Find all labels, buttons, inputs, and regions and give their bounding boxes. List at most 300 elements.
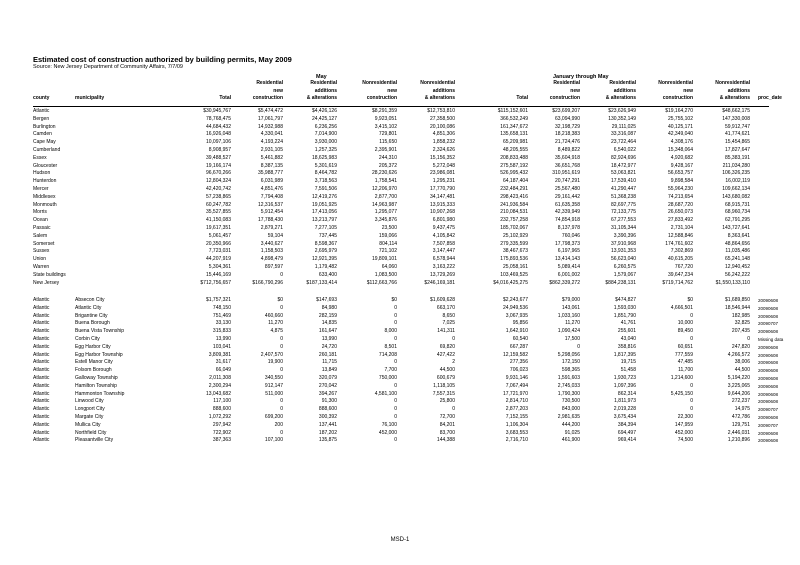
cell-res-new-may: 0: [280, 398, 283, 405]
cell-res-alt-may: 187,202: [318, 429, 337, 436]
table-row: [33, 313, 769, 321]
cell-municipality: [75, 108, 175, 116]
cell-res-alt-ytd: 3,675,434: [613, 413, 636, 420]
col-header-line: [758, 80, 798, 88]
cell-total-ytd: 232,484,291: [500, 185, 528, 192]
cell-municipality: [75, 241, 175, 249]
table-row: [33, 241, 769, 249]
cell-nonres-new-ytd: 0: [690, 398, 693, 405]
cell-res-alt-ytd: 6,260,575: [613, 263, 636, 270]
cell-county: Cape May: [33, 139, 56, 146]
cell-res-alt-may: 17,413,056: [311, 209, 337, 216]
cell-res-alt-ytd: 29,111,025: [611, 123, 636, 130]
cell-total-ytd: 12,159,582: [502, 351, 528, 358]
col-header-nonres-alt-may: [397, 80, 455, 103]
col-header-res-new-ytd: [528, 80, 580, 103]
col-header-line: & alterations: [605, 95, 636, 101]
col-header-nonres-new-may: [337, 80, 397, 103]
cell-res-new-may: 5,912,454: [260, 209, 283, 216]
cell-res-new-may: 17,788,430: [257, 217, 283, 224]
cell-res-alt-ytd: 130,352,149: [608, 115, 636, 122]
cell-total-ytd: 279,335,599: [500, 240, 528, 247]
cell-res-alt-ytd: 1,097,396: [613, 382, 636, 389]
cell-total-ytd: 24,949,536: [502, 304, 528, 311]
cell-res-new-may: 7,794,408: [260, 193, 283, 200]
cell-nonres-alt-may: $246,169,181: [424, 279, 455, 286]
cell-res-new-may: 0: [280, 429, 283, 436]
cell-proc-date: 20090608: [758, 368, 779, 374]
cell-total-ytd: 64,187,404: [502, 178, 528, 185]
cell-res-new-may: 4,330,041: [260, 131, 283, 138]
cell-county: Atlantic: [33, 398, 50, 405]
cell-res-alt-ytd: 18,472,977: [610, 162, 636, 169]
cell-nonres-new-may: $112,663,766: [366, 279, 397, 286]
cell-res-alt-may: 1,179,482: [314, 263, 337, 270]
cell-county: Middlesex: [33, 193, 56, 200]
cell-res-new-ytd: 1,790,300: [557, 390, 580, 397]
cell-res-new-may: 35,988,777: [257, 170, 283, 177]
cell-nonres-new-may: 8,501: [384, 343, 397, 350]
cell-county: Atlantic: [33, 343, 50, 350]
cell-nonres-alt-may: $12,753,810: [427, 108, 455, 114]
cell-total-ytd: 277,356: [509, 359, 528, 366]
table-row: [33, 178, 769, 186]
cell-total-ytd: 706,023: [509, 367, 528, 374]
cell-nonres-new-may: 0: [394, 437, 397, 444]
cell-total-may: 19,617,351: [205, 224, 231, 231]
table-row: [33, 398, 769, 406]
cell-res-new-may: 340,550: [264, 374, 283, 381]
cell-county: Cumberland: [33, 146, 61, 153]
cell-municipality: [75, 147, 175, 155]
cell-nonres-alt-may: 6,578,944: [432, 256, 455, 263]
cell-municipality: [75, 163, 175, 171]
cell-nonres-alt-may: 2: [452, 359, 455, 366]
cell-res-new-may: 4,193,224: [260, 139, 283, 146]
cell-municipality: [75, 124, 175, 132]
cell-res-alt-ytd: 1,579,067: [613, 271, 636, 278]
cell-proc-date: 20090608: [758, 391, 779, 397]
cell-municipality: Folsom Borough: [75, 367, 112, 374]
cell-nonres-new-ytd: 60,651: [677, 343, 693, 350]
cell-res-alt-may: 84,980: [321, 304, 337, 311]
table-row: [33, 344, 769, 352]
cell-res-alt-ytd: 1,811,973: [614, 398, 636, 405]
cell-res-new-may: 2,407,570: [260, 351, 283, 358]
cell-total-ytd: 38,467,673: [502, 248, 528, 255]
col-header-line: additions: [314, 87, 337, 94]
cell-res-new-may: 0: [280, 406, 283, 413]
cell-nonres-new-ytd: 5,425,150: [670, 390, 693, 397]
cell-proc-date: 20090608: [758, 329, 779, 335]
cell-nonres-new-may: 3,415,102: [374, 123, 397, 130]
cell-nonres-new-may: 750,000: [378, 374, 397, 381]
cell-county: State buildings: [33, 271, 66, 278]
cell-nonres-alt-may: 69,820: [439, 343, 455, 350]
cell-nonres-new-may: 721,102: [378, 248, 397, 255]
cell-total-ytd: 25,102,929: [502, 232, 528, 239]
cell-proc-date: [750, 233, 769, 241]
cell-total-may: 103,041: [212, 343, 231, 350]
cell-res-alt-ytd: 1,930,723: [613, 374, 636, 381]
cell-total-ytd: 526,995,432: [500, 170, 528, 177]
cell-proc-date: [750, 170, 769, 178]
cell-nonres-alt-may: 2,324,626: [432, 146, 455, 153]
cell-nonres-new-ytd: $719,714,762: [662, 279, 693, 286]
cell-county: Gloucester: [33, 162, 58, 169]
cell-res-new-may: 200: [274, 421, 283, 428]
cell-nonres-alt-ytd: 143,727,641: [722, 224, 750, 231]
cell-nonres-alt-ytd: 48,864,656: [724, 240, 750, 247]
cell-proc-date: [750, 131, 769, 139]
cell-res-alt-may: $187,133,414: [306, 279, 337, 286]
cell-nonres-alt-may: 4,851,306: [432, 131, 455, 138]
cell-res-new-may: 5,461,882: [260, 154, 283, 161]
cell-nonres-new-ytd: 56,653,757: [667, 170, 693, 177]
cell-nonres-new-may: 0: [394, 359, 397, 366]
cell-res-alt-ytd: 358,816: [617, 343, 636, 350]
cell-total-ytd: 7,152,155: [505, 413, 528, 420]
cell-nonres-new-ytd: 42,349,040: [667, 131, 693, 138]
cell-res-alt-ytd: 6,540,022: [613, 146, 636, 153]
cell-total-ytd: 241,936,584: [500, 201, 528, 208]
cell-total-may: 315,833: [212, 328, 231, 335]
cell-res-alt-ytd: 694,497: [617, 429, 636, 436]
cell-nonres-new-ytd: 15,348,064: [667, 146, 693, 153]
cell-total-may: 96,670,266: [205, 170, 231, 177]
cell-nonres-new-ytd: 0: [690, 406, 693, 413]
cell-county: Ocean: [33, 217, 48, 224]
cell-total-may: 2,011,308: [209, 374, 231, 381]
cell-county: Atlantic: [33, 367, 50, 374]
cell-res-new-ytd: 461,900: [561, 437, 580, 444]
cell-nonres-new-may: 19,809,101: [371, 256, 397, 263]
cell-res-alt-may: 19,051,925: [311, 201, 337, 208]
cell-res-new-ytd: 598,365: [561, 367, 580, 374]
col-header-line: [455, 88, 528, 96]
cell-res-alt-ytd: 1,851,790: [613, 312, 636, 319]
cell-nonres-alt-may: 7,507,858: [432, 240, 455, 247]
cell-proc-date: [750, 241, 769, 249]
cell-nonres-new-ytd: 40,125,171: [667, 123, 693, 130]
cell-res-alt-may: 270,042: [318, 382, 337, 389]
cell-nonres-alt-may: 72,700: [439, 413, 455, 420]
cell-nonres-new-may: 244,310: [378, 154, 397, 161]
cell-nonres-alt-ytd: 32,825: [734, 320, 750, 327]
cell-res-new-may: 0: [280, 304, 283, 311]
cell-total-may: 19,166,174: [205, 162, 231, 169]
table-row: [33, 280, 769, 288]
cell-municipality: Pleasantville City: [75, 437, 114, 444]
cell-res-new-ytd: 36,651,768: [554, 162, 580, 169]
cell-res-alt-may: 1,257,325: [314, 146, 337, 153]
table-row: [33, 430, 769, 438]
cell-nonres-alt-ytd: 18,546,944: [724, 304, 750, 311]
cell-proc-date: 20090608: [758, 399, 779, 405]
col-header-line: Nonresidential: [420, 80, 455, 86]
cell-nonres-new-ytd: 0: [690, 335, 693, 342]
cell-res-new-may: 2,879,271: [260, 224, 283, 231]
col-header-line: construction: [549, 95, 580, 101]
page-footer: MSD-1: [390, 537, 410, 543]
cell-nonres-alt-may: 34,147,481: [429, 193, 455, 200]
cell-res-new-may: 19,900: [267, 359, 283, 366]
cell-nonres-new-may: 0: [394, 304, 397, 311]
cell-res-new-may: 0: [280, 367, 283, 374]
col-header-line: & alterations: [424, 95, 455, 101]
cell-nonres-alt-may: 13,915,333: [429, 201, 455, 208]
cell-res-alt-ytd: 53,063,821: [610, 170, 636, 177]
cell-proc-date: [750, 209, 769, 217]
cell-proc-date: [750, 163, 769, 171]
cell-proc-date: 20090608: [758, 344, 779, 350]
cell-proc-date: [750, 147, 769, 155]
cell-total-may: 12,804,324: [205, 178, 231, 185]
cell-proc-date: 20090608: [758, 352, 779, 358]
cell-res-alt-ytd: 56,623,040: [610, 256, 636, 263]
cell-res-alt-may: 13,990: [321, 335, 337, 342]
cell-nonres-alt-ytd: 211,034,280: [722, 162, 750, 169]
col-header-proc-date: [758, 80, 798, 103]
table-row: [33, 209, 769, 217]
cell-municipality: Hamilton Township: [75, 382, 117, 389]
cell-total-may: 60,247,782: [205, 201, 231, 208]
cell-res-alt-may: 394,267: [318, 390, 337, 397]
cell-total-may: 10,097,106: [205, 139, 231, 146]
cell-nonres-alt-may: 9,437,475: [432, 224, 455, 231]
cell-res-alt-ytd: 51,368,238: [610, 193, 636, 200]
cell-res-alt-may: 161,647: [318, 328, 337, 335]
cell-nonres-alt-may: 17,770,790: [429, 185, 455, 192]
cell-proc-date: 20090707: [758, 407, 779, 413]
col-header-line: Total: [516, 95, 528, 101]
cell-nonres-new-may: 115,650: [379, 139, 397, 146]
cell-total-ytd: 1,642,910: [505, 328, 528, 335]
cell-municipality: Galloway Township: [75, 374, 118, 381]
cell-total-may: 8,908,957: [208, 146, 231, 153]
cell-nonres-new-ytd: 26,650,073: [667, 209, 693, 216]
cell-county: Union: [33, 256, 47, 263]
table-row: [33, 186, 769, 194]
cell-nonres-alt-ytd: $1,550,133,110: [715, 279, 750, 286]
cell-res-new-ytd: 17,798,373: [554, 240, 580, 247]
cell-res-new-ytd: 74,854,918: [554, 217, 580, 224]
cell-total-may: 20,350,966: [205, 240, 231, 247]
cell-proc-date: [750, 264, 769, 272]
col-header-res-new-may: [231, 80, 283, 103]
cell-nonres-new-ytd: 777,559: [674, 351, 693, 358]
table-row: [33, 320, 769, 328]
cell-municipality: Longport City: [75, 406, 105, 413]
cell-nonres-alt-ytd: 15,454,865: [724, 139, 750, 146]
cell-total-may: 751,469: [212, 312, 231, 319]
table-row: [33, 124, 769, 132]
cell-nonres-new-ytd: 27,833,492: [667, 217, 693, 224]
cell-total-ytd: $4,016,425,275: [493, 279, 528, 286]
cell-proc-date: [750, 202, 769, 210]
cell-nonres-alt-may: 13,729,269: [429, 271, 455, 278]
cell-res-alt-may: 13,849: [321, 367, 337, 374]
cell-total-ytd: 1,106,304: [505, 421, 528, 428]
cell-total-ytd: 210,084,531: [500, 209, 528, 216]
cell-county: Atlantic: [33, 413, 50, 420]
cell-res-new-ytd: 760,046: [561, 232, 580, 239]
cell-proc-date: [750, 116, 769, 124]
cell-nonres-new-may: 729,801: [378, 131, 397, 138]
col-header-line: [175, 80, 231, 88]
cell-total-ytd: 65,209,981: [502, 139, 528, 146]
cell-res-alt-may: 18,625,983: [311, 154, 337, 161]
col-header-line: additions: [432, 87, 455, 94]
report-source: Source: New Jersey Department of Community Affairs, 7/7/09: [33, 64, 183, 70]
cell-res-alt-ytd: $23,626,949: [608, 108, 636, 114]
cell-nonres-new-ytd: 74,213,654: [667, 193, 693, 200]
cell-nonres-alt-ytd: 143,680,082: [722, 193, 750, 200]
cell-total-may: 3,809,381: [208, 351, 231, 358]
cell-res-alt-may: 3,930,000: [314, 139, 337, 146]
cell-res-alt-ytd: 23,722,464: [610, 139, 636, 146]
cell-nonres-alt-ytd: 14,975: [734, 406, 750, 413]
table-row: [33, 116, 769, 124]
cell-proc-date: [750, 256, 769, 264]
cell-total-may: 39,488,527: [205, 154, 231, 161]
cell-nonres-new-may: 452,000: [378, 429, 397, 436]
col-header-line: Total: [219, 95, 231, 101]
col-header-line: additions: [613, 87, 636, 94]
cell-res-alt-may: 137,441: [318, 421, 337, 428]
cell-total-ytd: 3,067,935: [505, 312, 528, 319]
cell-municipality: Buena Borough: [75, 320, 110, 327]
cell-municipality: [75, 155, 175, 163]
cell-nonres-new-may: 1,758,541: [374, 178, 397, 185]
table-row: [33, 163, 769, 171]
cell-municipality: [75, 280, 175, 288]
cell-res-new-may: 0: [280, 271, 283, 278]
cell-county: Atlantic: [33, 320, 50, 327]
col-header-line: construction: [662, 95, 693, 101]
col-header-line: new: [273, 87, 283, 94]
cell-municipality: Egg Harbor City: [75, 343, 111, 350]
table-row: [33, 272, 769, 280]
cell-res-new-ytd: 21,724,476: [554, 139, 580, 146]
cell-res-new-ytd: 8,489,822: [557, 146, 580, 153]
cell-nonres-alt-may: 4,105,842: [432, 232, 455, 239]
cell-nonres-new-ytd: 47,485: [677, 359, 693, 366]
cell-nonres-new-ytd: 4,666,501: [670, 304, 693, 311]
cell-nonres-new-ytd: 7,302,869: [670, 248, 693, 255]
group-header-may: May: [316, 74, 327, 80]
cell-nonres-alt-may: 44,500: [439, 367, 455, 374]
cell-res-new-ytd: 32,198,729: [554, 123, 580, 130]
cell-nonres-new-ytd: 10,000: [677, 320, 693, 327]
cell-res-alt-may: 7,591,506: [314, 185, 337, 192]
cell-nonres-alt-may: 3,147,447: [432, 248, 455, 255]
cell-municipality: Corbin City: [75, 335, 100, 342]
col-header-res-alt-may: [283, 80, 337, 103]
cell-county: Bergen: [33, 115, 50, 122]
cell-municipality: [75, 202, 175, 210]
cell-nonres-alt-may: $1,609,628: [429, 297, 455, 303]
cell-nonres-new-ytd: 55,964,230: [667, 185, 693, 192]
cell-nonres-alt-ytd: 1,210,896: [727, 437, 750, 444]
cell-res-new-ytd: 29,161,442: [554, 193, 580, 200]
cell-county: Atlantic: [33, 297, 50, 303]
cell-nonres-alt-ytd: 5,194,220: [727, 374, 750, 381]
cell-res-alt-ytd: 1,817,395: [613, 351, 636, 358]
cell-res-alt-ytd: 969,414: [617, 437, 636, 444]
cell-res-alt-may: 12,419,276: [311, 193, 337, 200]
cell-total-may: 748,150: [212, 304, 231, 311]
cell-proc-date: 20090608: [758, 360, 779, 366]
cell-county: Atlantic: [33, 382, 50, 389]
col-header-municipality: [75, 80, 175, 103]
cell-nonres-alt-may: 1,295,231: [432, 178, 455, 185]
col-header-county: [33, 80, 75, 103]
cell-res-new-may: 4,851,476: [260, 185, 283, 192]
cell-nonres-new-may: 76,100: [381, 421, 397, 428]
cell-res-alt-may: 7,277,105: [314, 224, 337, 231]
cell-nonres-new-ytd: 174,761,602: [665, 240, 693, 247]
cell-res-alt-may: 12,921,395: [311, 256, 337, 263]
cell-nonres-alt-may: 7,557,315: [432, 390, 455, 397]
table-row: [33, 264, 769, 272]
cell-municipality: [75, 209, 175, 217]
cell-county: New Jersey: [33, 279, 60, 286]
cell-total-may: 117,100: [213, 398, 231, 405]
cell-res-alt-ytd: 19,715: [620, 359, 636, 366]
cell-res-alt-ytd: 33,316,087: [610, 131, 636, 138]
table-row: [33, 383, 769, 391]
cell-res-new-may: 1,158,503: [260, 248, 283, 255]
cell-nonres-alt-ytd: $48,662,175: [722, 108, 750, 114]
cell-nonres-alt-may: 10,907,268: [429, 209, 455, 216]
cell-res-new-may: $0: [277, 297, 283, 303]
col-header-total-ytd: [455, 80, 528, 103]
cell-res-alt-may: 737,445: [318, 232, 337, 239]
table-row: [33, 194, 769, 202]
table-row: [33, 328, 769, 336]
cell-nonres-alt-ytd: 68,915,731: [724, 201, 750, 208]
cell-res-alt-may: 5,301,619: [314, 162, 337, 169]
cell-total-may: 15,446,169: [205, 271, 231, 278]
cell-res-new-may: 4,875: [270, 328, 283, 335]
cell-nonres-new-ytd: 74,500: [677, 437, 693, 444]
cell-res-new-may: 0: [280, 343, 283, 350]
table-row: [33, 422, 769, 430]
cell-county: Mercer: [33, 185, 49, 192]
cell-nonres-new-may: $0: [391, 297, 397, 303]
cell-nonres-new-may: 2,877,700: [374, 193, 397, 200]
cell-proc-date: [750, 194, 769, 202]
col-header-line: proc_date: [758, 95, 782, 101]
cell-total-may: 66,049: [215, 367, 231, 374]
cell-county: Morris: [33, 209, 47, 216]
cell-municipality: Brigantine City: [75, 312, 108, 319]
cell-municipality: Northfield City: [75, 429, 107, 436]
cell-res-alt-ytd: 72,133,775: [610, 209, 636, 216]
cell-county: Hudson: [33, 170, 51, 177]
cell-municipality: Estell Manor City: [75, 359, 113, 366]
cell-nonres-new-may: $8,291,359: [371, 108, 397, 114]
cell-nonres-new-may: 0: [394, 320, 397, 327]
cell-nonres-alt-may: 663,170: [436, 304, 455, 311]
cell-res-new-ytd: 35,604,918: [554, 154, 580, 161]
col-header-line: Residential: [553, 80, 580, 86]
table-row: [33, 225, 769, 233]
cell-municipality: [75, 116, 175, 124]
table-row: [33, 437, 769, 445]
cell-nonres-alt-may: 8,650: [442, 312, 455, 319]
